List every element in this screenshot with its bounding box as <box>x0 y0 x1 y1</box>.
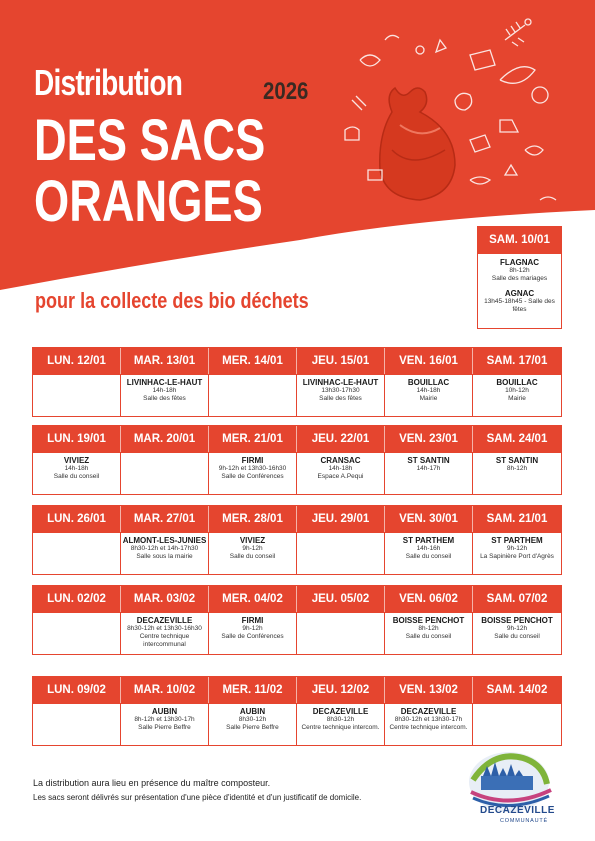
day-cell <box>385 703 473 745</box>
venue-name: Salle du conseil <box>405 633 452 640</box>
page-subtitle: pour la collecte des bio déchets <box>35 288 309 313</box>
day-header: MER. 21/01 <box>209 426 297 452</box>
location-name: AUBIN <box>151 707 178 716</box>
day-cell <box>209 532 297 574</box>
venue-name: Centre technique intercom. <box>301 724 380 731</box>
day-header: VEN. 30/01 <box>385 506 473 532</box>
footer-notes <box>33 778 361 807</box>
opening-hours: 8h30-12h <box>326 716 355 723</box>
venue-name: La Sapinière Port d'Agrès <box>480 553 554 560</box>
day-header: SAM. 07/02 <box>473 586 561 612</box>
location-name: AUBIN <box>239 707 266 716</box>
location-name: VIVIEZ <box>63 456 90 465</box>
location-name: BOISSE PENCHOT <box>481 616 553 625</box>
day-header: VEN. 13/02 <box>385 677 473 703</box>
title-distribution: Distribution <box>34 62 183 103</box>
week-row <box>32 505 562 575</box>
venue-name: Mairie <box>508 395 526 402</box>
day-header: MAR. 20/01 <box>121 426 209 452</box>
day-header: MAR. 27/01 <box>121 506 209 532</box>
location-name: DECAZEVILLE <box>400 707 457 716</box>
day-header: SAM. 21/01 <box>473 506 561 532</box>
day-header: MAR. 03/02 <box>121 586 209 612</box>
day-cell <box>121 532 209 574</box>
opening-hours: 13h30-17h30 <box>321 387 360 394</box>
day-header: VEN. 06/02 <box>385 586 473 612</box>
day-cell <box>385 612 473 654</box>
day-cell <box>473 532 561 574</box>
venue-name: Espace A.Pequi <box>317 473 364 480</box>
week-row <box>32 425 562 495</box>
location-name: ST PARTHEM <box>402 536 455 545</box>
day-cell <box>473 612 561 654</box>
day-cell <box>297 374 385 416</box>
opening-hours: 14h-18h <box>64 465 89 472</box>
day-header: LUN. 19/01 <box>33 426 121 452</box>
location-name: LIVINHAC-LE-HAUT <box>126 378 203 387</box>
day-cell <box>33 532 121 574</box>
day-cell <box>473 374 561 416</box>
opening-hours: 8h30-12h et 14h-17h30 <box>130 545 199 552</box>
logo-name: DECAZEVILLE <box>480 805 555 816</box>
day-header: MER. 28/01 <box>209 506 297 532</box>
week-row <box>32 347 562 417</box>
location-name: LIVINHAC-LE-HAUT <box>302 378 379 387</box>
day-header: VEN. 16/01 <box>385 348 473 374</box>
opening-hours: 8h-12h <box>506 465 528 472</box>
location-name: AGNAC <box>504 289 535 298</box>
venue-name: fêtes <box>512 306 527 313</box>
opening-hours: 8h-12h <box>509 267 530 274</box>
logo-subtitle: COMMUNAUTÉ <box>500 818 549 824</box>
venue-name: Salle de Conférences <box>221 473 284 480</box>
location-name: ST SANTIN <box>495 456 539 465</box>
location-name: ST PARTHEM <box>491 536 543 545</box>
day-header: LUN. 09/02 <box>33 677 121 703</box>
day-header: JEU. 15/01 <box>297 348 385 374</box>
location-name: FIRMI <box>241 456 264 465</box>
day-cell <box>385 532 473 574</box>
location-name: CRANSAC <box>320 456 361 465</box>
opening-hours: 9h-12h <box>506 545 528 552</box>
opening-hours: 9h-12h <box>506 625 528 632</box>
day-cell <box>385 374 473 416</box>
venue-name: Salle des fêtes <box>319 395 362 402</box>
location-name: FIRMI <box>241 616 264 625</box>
opening-hours: 14h-18h <box>152 387 177 394</box>
location-name: FLAGNAC <box>499 258 540 267</box>
opening-hours: 9h-12h et 13h30-16h30 <box>218 465 287 472</box>
opening-hours: 14h-18h <box>328 465 353 472</box>
week-row <box>32 676 562 746</box>
opening-hours: 8h30-12h et 13h30-16h30 <box>127 625 202 632</box>
opening-hours: 8h-12h et 13h30-17h <box>134 716 195 723</box>
venue-name: Mairie <box>419 395 438 402</box>
opening-hours: 9h-12h <box>242 625 263 632</box>
day-cell <box>473 452 561 494</box>
day-cell <box>297 703 385 745</box>
footer-line-composteur: La distribution aura lieu en présence du maître composteur. <box>33 778 271 788</box>
venue-name: Salle du conseil <box>494 633 540 640</box>
venue-name: Salle sous la mairie <box>136 553 193 560</box>
day-cell <box>297 612 385 654</box>
day-header: JEU. 12/02 <box>297 677 385 703</box>
day-header: SAM. 24/01 <box>473 426 561 452</box>
location-name: DECAZEVILLE <box>312 707 369 716</box>
day-header: SAM. 17/01 <box>473 348 561 374</box>
first-saturday-body <box>478 254 561 318</box>
day-cell <box>33 612 121 654</box>
venue-name: Salle Pierre Beffre <box>226 724 279 731</box>
day-header: VEN. 23/01 <box>385 426 473 452</box>
opening-hours: 10h-12h <box>505 387 529 394</box>
day-header: LUN. 12/01 <box>33 348 121 374</box>
day-cell <box>297 452 385 494</box>
opening-hours: 14h-18h <box>416 387 441 394</box>
venue-name: Salle du conseil <box>405 553 452 560</box>
title-year: 2026 <box>263 78 309 105</box>
venue-name: Centre technique intercom. <box>389 724 468 731</box>
location-name: DECAZEVILLE <box>136 616 193 625</box>
day-header: JEU. 22/01 <box>297 426 385 452</box>
day-header: JEU. 05/02 <box>297 586 385 612</box>
day-cell <box>33 703 121 745</box>
day-header: MAR. 13/01 <box>121 348 209 374</box>
day-cell <box>33 374 121 416</box>
day-cell <box>209 703 297 745</box>
day-cell <box>33 452 121 494</box>
day-header: MER. 04/02 <box>209 586 297 612</box>
venue-name: Salle Pierre Beffre <box>138 724 191 731</box>
day-header: MER. 14/01 <box>209 348 297 374</box>
title-des-sacs: DES SACS <box>34 108 266 173</box>
location-name: BOISSE PENCHOT <box>392 616 465 625</box>
day-header: MAR. 10/02 <box>121 677 209 703</box>
venue-name: Salle de Conférences <box>221 633 284 640</box>
day-header: MER. 11/02 <box>209 677 297 703</box>
opening-hours: 14h-17h <box>416 465 441 472</box>
footer-line-documents: Les sacs seront délivrés sur présentation d'une pièce d'identité et d'un justificatif de domicile. <box>33 793 362 802</box>
day-header: JEU. 29/01 <box>297 506 385 532</box>
location-name: BOUILLAC <box>496 378 538 387</box>
opening-hours: 8h30-12h et 13h30-17h <box>394 716 463 723</box>
opening-hours: 8h30-12h <box>238 716 267 723</box>
venue-name: Salle des fêtes <box>143 395 186 402</box>
location-name: VIVIEZ <box>239 536 266 545</box>
first-saturday-box <box>477 226 562 329</box>
day-header: LUN. 26/01 <box>33 506 121 532</box>
day-cell <box>209 452 297 494</box>
opening-hours: 14h-16h <box>416 545 441 552</box>
venue-name: Salle du conseil <box>229 553 276 560</box>
title-oranges: ORANGES <box>34 169 263 234</box>
opening-hours: 9h-12h <box>242 545 263 552</box>
day-cell <box>121 374 209 416</box>
venue-name: Salle des mariages <box>491 275 548 282</box>
venue-name: Salle du conseil <box>53 473 100 480</box>
day-cell <box>385 452 473 494</box>
venue-name: Centre technique intercommunal <box>139 633 190 648</box>
location-name: BOUILLAC <box>407 378 450 387</box>
day-cell <box>297 532 385 574</box>
day-header: SAM. 10/01 <box>478 227 561 254</box>
location-name: ALMONT-LES-JUNIES <box>122 536 207 545</box>
day-cell <box>209 612 297 654</box>
day-cell <box>121 703 209 745</box>
location-name: ST SANTIN <box>407 456 450 465</box>
week-row <box>32 585 562 655</box>
day-header: LUN. 02/02 <box>33 586 121 612</box>
opening-hours: 13h45-18h45 - Salle des <box>484 298 555 305</box>
day-cell <box>121 452 209 494</box>
day-cell <box>209 374 297 416</box>
day-cell <box>121 612 209 654</box>
day-cell <box>473 703 561 745</box>
opening-hours: 8h-12h <box>418 625 439 632</box>
day-header: SAM. 14/02 <box>473 677 561 703</box>
